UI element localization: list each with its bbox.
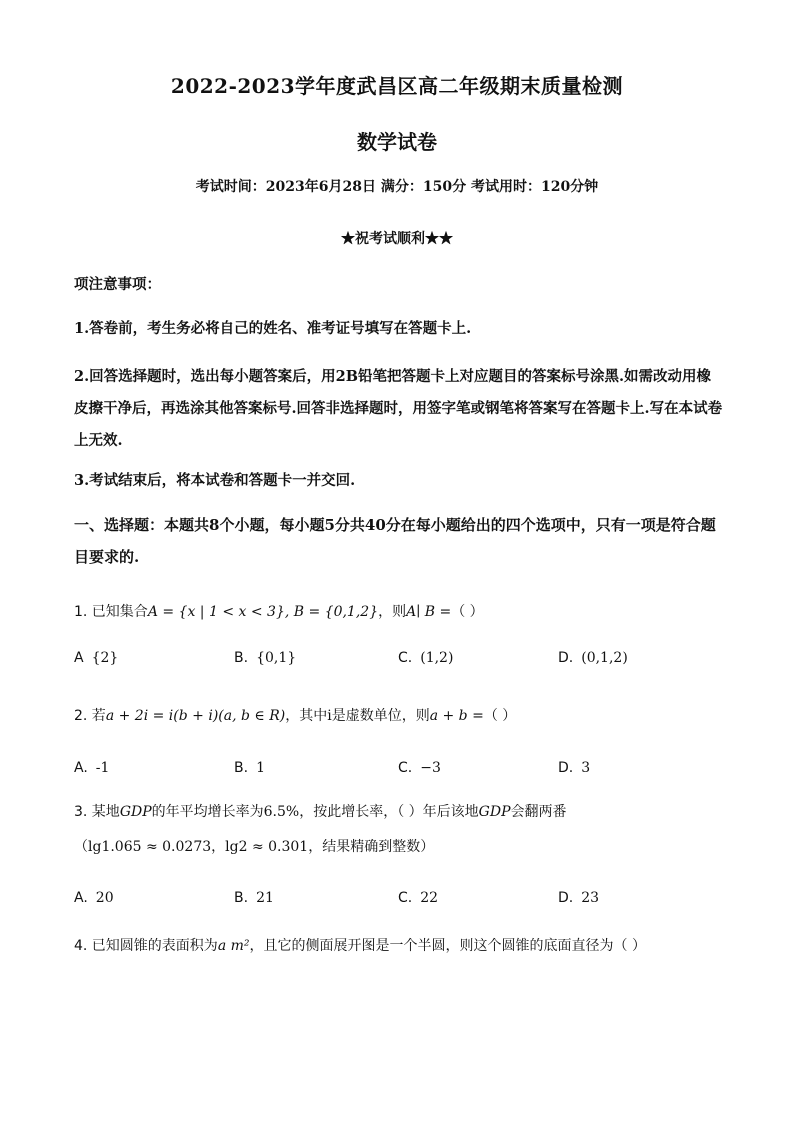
option-a[interactable] <box>74 643 118 673</box>
option-value: -1 <box>95 760 110 776</box>
question-3-hint-suffix: ，结果精确到整数） <box>308 839 435 855</box>
option-label: D. <box>558 760 574 776</box>
option-value: 23 <box>581 890 600 906</box>
option-b[interactable] <box>234 643 296 673</box>
question-4-suffix: ，且它的侧面展开图是一个半圆，则这个圆锥的底面直径为（ ） <box>249 938 646 954</box>
question-1-math-expr: A∣ B = <box>406 604 452 620</box>
question-3-math-gdp: GDP <box>119 804 152 820</box>
option-label: B. <box>234 650 249 666</box>
option-b[interactable] <box>234 753 265 783</box>
question-2 <box>74 701 734 731</box>
question-2-math-i: i <box>327 708 332 724</box>
option-d[interactable] <box>558 643 628 673</box>
exam-title: 2022-2023学年度武昌区高二年级期末质量检测 <box>170 74 624 98</box>
option-d[interactable] <box>558 753 590 783</box>
question-2-prefix: 2. 若 <box>74 708 106 724</box>
option-label: A. <box>74 760 88 776</box>
option-label: A <box>74 650 84 666</box>
option-c[interactable] <box>398 753 441 783</box>
question-3-hint <box>74 832 734 862</box>
question-1-math-sets: A = {x | 1 < x < 3}, B = {0,1,2} <box>147 604 379 620</box>
option-value: 1 <box>256 760 265 776</box>
question-3-math-lg1065: lg1.065 ≈ 0.0273 <box>88 839 212 855</box>
option-d[interactable] <box>558 883 599 913</box>
option-a[interactable] <box>74 753 109 783</box>
question-2-math-sum: a + b = <box>429 708 484 724</box>
option-value: −3 <box>420 760 441 776</box>
notice-item-1: 1.答卷前，考生务必将自己的姓名、准考证号填写在答题卡上. <box>74 320 472 337</box>
option-value: (0,1,2) <box>581 650 628 666</box>
question-3-options <box>74 883 734 913</box>
question-3-mid2: ，按此增长率，（ ）年后该地 <box>299 804 479 820</box>
option-label: A. <box>74 890 88 906</box>
exam-info: 考试时间：2023年6月28日 满分：150分 考试用时：120分钟 <box>195 179 599 195</box>
option-label: C. <box>398 650 413 666</box>
question-3-math-rate: 6.5% <box>263 804 300 820</box>
question-1-prefix: 1. 已知集合 <box>74 604 148 620</box>
question-3-suffix: 会翻两番 <box>510 804 567 820</box>
question-2-math-equation: a + 2i = i(b + i)(a, b ∈ R) <box>105 708 286 724</box>
question-3-math-lg2: lg2 ≈ 0.301 <box>225 839 309 855</box>
option-value: 20 <box>95 890 114 906</box>
question-2-options <box>74 753 734 783</box>
question-4-math-area: a m² <box>217 938 250 954</box>
option-value: {0,1} <box>256 650 297 666</box>
exam-wish: ★祝考试顺利★★ <box>341 231 453 247</box>
option-c[interactable] <box>398 643 453 673</box>
question-2-mid2: 是虚数单位，则 <box>331 708 430 724</box>
option-label: B. <box>234 760 249 776</box>
section-heading: 一、选择题：本题共8个小题，每小题5分共40分在每小题给出的四个选项中，只有一项是符合题目要求的. <box>74 516 716 566</box>
option-a[interactable] <box>74 883 114 913</box>
option-label: D. <box>558 890 574 906</box>
question-3-hint-prefix: （ <box>74 839 88 855</box>
notice-heading: 项注意事项： <box>74 276 161 293</box>
option-c[interactable] <box>398 883 438 913</box>
option-label: C. <box>398 760 413 776</box>
question-1-suffix: （ ） <box>451 604 484 620</box>
question-4-prefix: 4. 已知圆锥的表面积为 <box>74 938 218 954</box>
question-1-options <box>74 643 734 673</box>
option-value: (1,2) <box>420 650 454 666</box>
option-value: {2} <box>91 650 119 666</box>
question-3-hint-mid: ， <box>211 839 226 855</box>
question-3-prefix: 3. 某地 <box>74 804 120 820</box>
question-4 <box>74 931 734 961</box>
notice-item-2: 2.回答选择题时，选出每小题答案后，用2B铅笔把答题卡上对应题目的答案标号涂黑.如需改动用橡皮擦干净后，再选涂其他答案标号.回答非选择题时，用签字笔或钢笔将答案写在答题卡上.写在本试卷上无效. <box>74 368 723 449</box>
question-2-mid: ，其中 <box>285 708 328 724</box>
question-3-mid: 的年平均增长率为 <box>151 804 264 820</box>
option-label: C. <box>398 890 413 906</box>
exam-subtitle: 数学试卷 <box>357 130 437 154</box>
question-3 <box>74 797 734 827</box>
option-value: 22 <box>420 890 439 906</box>
option-label: B. <box>234 890 249 906</box>
option-b[interactable] <box>234 883 274 913</box>
option-value: 21 <box>256 890 274 906</box>
question-3-math-gdp-2: GDP <box>478 804 511 820</box>
question-1-mid: ，则 <box>378 604 407 620</box>
notice-item-3: 3.考试结束后，将本试卷和答题卡一并交回. <box>74 472 356 489</box>
question-1 <box>74 597 734 627</box>
option-label: D. <box>558 650 574 666</box>
question-2-suffix: （ ） <box>483 708 517 724</box>
option-value: 3 <box>581 760 591 776</box>
